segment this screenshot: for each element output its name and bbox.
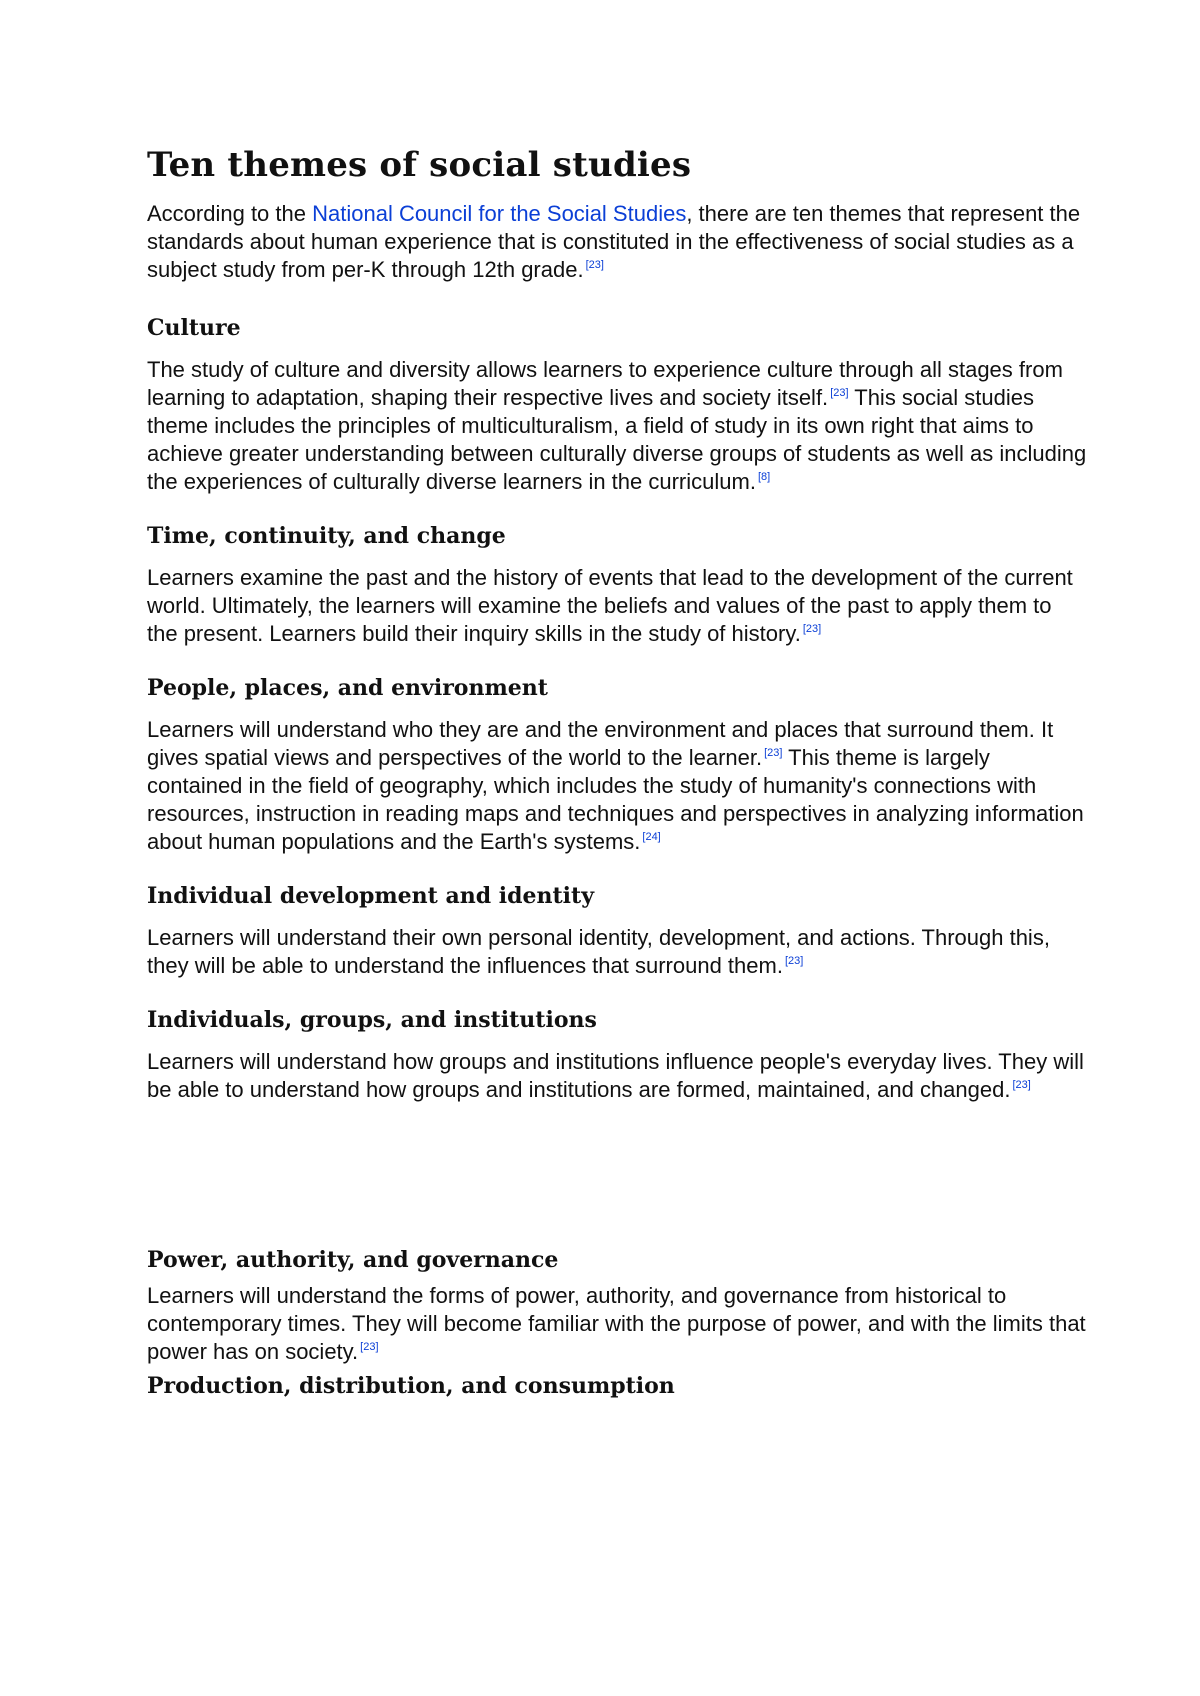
citation-link[interactable]: [23] xyxy=(802,623,822,635)
paragraph-text: Learners examine the past and the history of events that lead to the development of the current world. Ultimately, the learners will examine the beliefs and values of the past to apply them to the present. Learners build their inquiry skills in the study of history. xyxy=(147,565,1073,646)
section-heading-people-places-environment: People, places, and environment xyxy=(147,675,548,701)
intro-text-after-link: , there are ten themes that represent the standards about human experience that is constituted in the effectiveness of social studies as a subject study from per-K through 12th grade. xyxy=(147,201,1081,282)
spacer xyxy=(147,1104,1087,1244)
paragraph-text: The study of culture and diversity allows learners to experience culture through all stages from learning to adaptation, shaping their respective lives and society itself. xyxy=(147,357,1063,410)
paragraph-text: This theme is largely contained in the field of geography, which includes the study of humanity's connections with resources, instruction in reading maps and techniques and perspectives in analyzing information about human populations and the Earth's systems. xyxy=(147,745,1084,854)
spacer xyxy=(147,648,1087,672)
spacer xyxy=(147,980,1087,1004)
section-paragraph-power-authority-governance xyxy=(147,1282,1087,1366)
paragraph-text: This social studies theme includes the principles of multiculturalism, a field of study in its own right that aims to achieve greater understanding between culturally diverse groups of students as well as including the experiences of culturally diverse learners in the curriculum. xyxy=(147,385,1087,494)
spacer xyxy=(147,552,1087,564)
spacer xyxy=(147,912,1087,924)
spacer xyxy=(147,1036,1087,1048)
citation-link[interactable]: [23] xyxy=(1012,1079,1031,1091)
section-heading-time-continuity-change: Time, continuity, and change xyxy=(147,523,506,549)
citation-link[interactable]: [23] xyxy=(585,259,604,271)
citation-link[interactable]: [23] xyxy=(764,747,783,759)
section-paragraph-individuals-groups-institutions xyxy=(147,1048,1087,1104)
citation-link[interactable]: [23] xyxy=(784,955,804,967)
citation-link[interactable]: [23] xyxy=(830,387,849,399)
intro-text-before-link: According to the xyxy=(147,201,313,226)
spacer xyxy=(147,856,1087,880)
section-heading-culture: Culture xyxy=(147,315,241,341)
spacer xyxy=(147,704,1087,716)
paragraph-text: Learners will understand the forms of power, authority, and governance from historical to contemporary times. They will become familiar with the purpose of power, and with the limits that power has on society. xyxy=(147,1283,1086,1364)
paragraph-text: Learners will understand how groups and institutions influence people's everyday lives. They will be able to understand how groups and institutions are formed, maintained, and changed. xyxy=(147,1049,1084,1102)
section-heading-production-distribution-consumption: Production, distribution, and consumption xyxy=(147,1373,675,1399)
citation-link[interactable]: [8] xyxy=(757,471,771,483)
citation-link[interactable]: [23] xyxy=(360,1341,379,1353)
section-heading-individual-development-identity: Individual development and identity xyxy=(147,883,594,909)
section-heading-individuals-groups-institutions: Individuals, groups, and institutions xyxy=(147,1007,597,1033)
citation-link[interactable]: [24] xyxy=(642,831,661,843)
section-paragraph-culture xyxy=(147,356,1087,496)
section-paragraph-time-continuity-change xyxy=(147,564,1087,648)
document-content xyxy=(147,142,1087,1402)
section-heading-power-authority-governance: Power, authority, and governance xyxy=(147,1247,559,1273)
page-title: Ten themes of social studies xyxy=(147,145,692,185)
section-paragraph-people-places-environment xyxy=(147,716,1087,856)
paragraph-text: Learners will understand who they are and the environment and places that surround them. It gives spatial views and perspectives of the world to the learner. xyxy=(147,717,1054,770)
spacer xyxy=(147,496,1087,520)
paragraph-text: Learners will understand their own personal identity, development, and actions. Through this, they will be able to understand the influences that surround them. xyxy=(147,925,1050,978)
spacer xyxy=(147,344,1087,356)
ncss-link[interactable]: National Council for the Social Studies xyxy=(312,201,687,226)
intro-paragraph xyxy=(147,200,1087,284)
section-paragraph-individual-development-identity xyxy=(147,924,1087,980)
spacer xyxy=(147,284,1087,312)
